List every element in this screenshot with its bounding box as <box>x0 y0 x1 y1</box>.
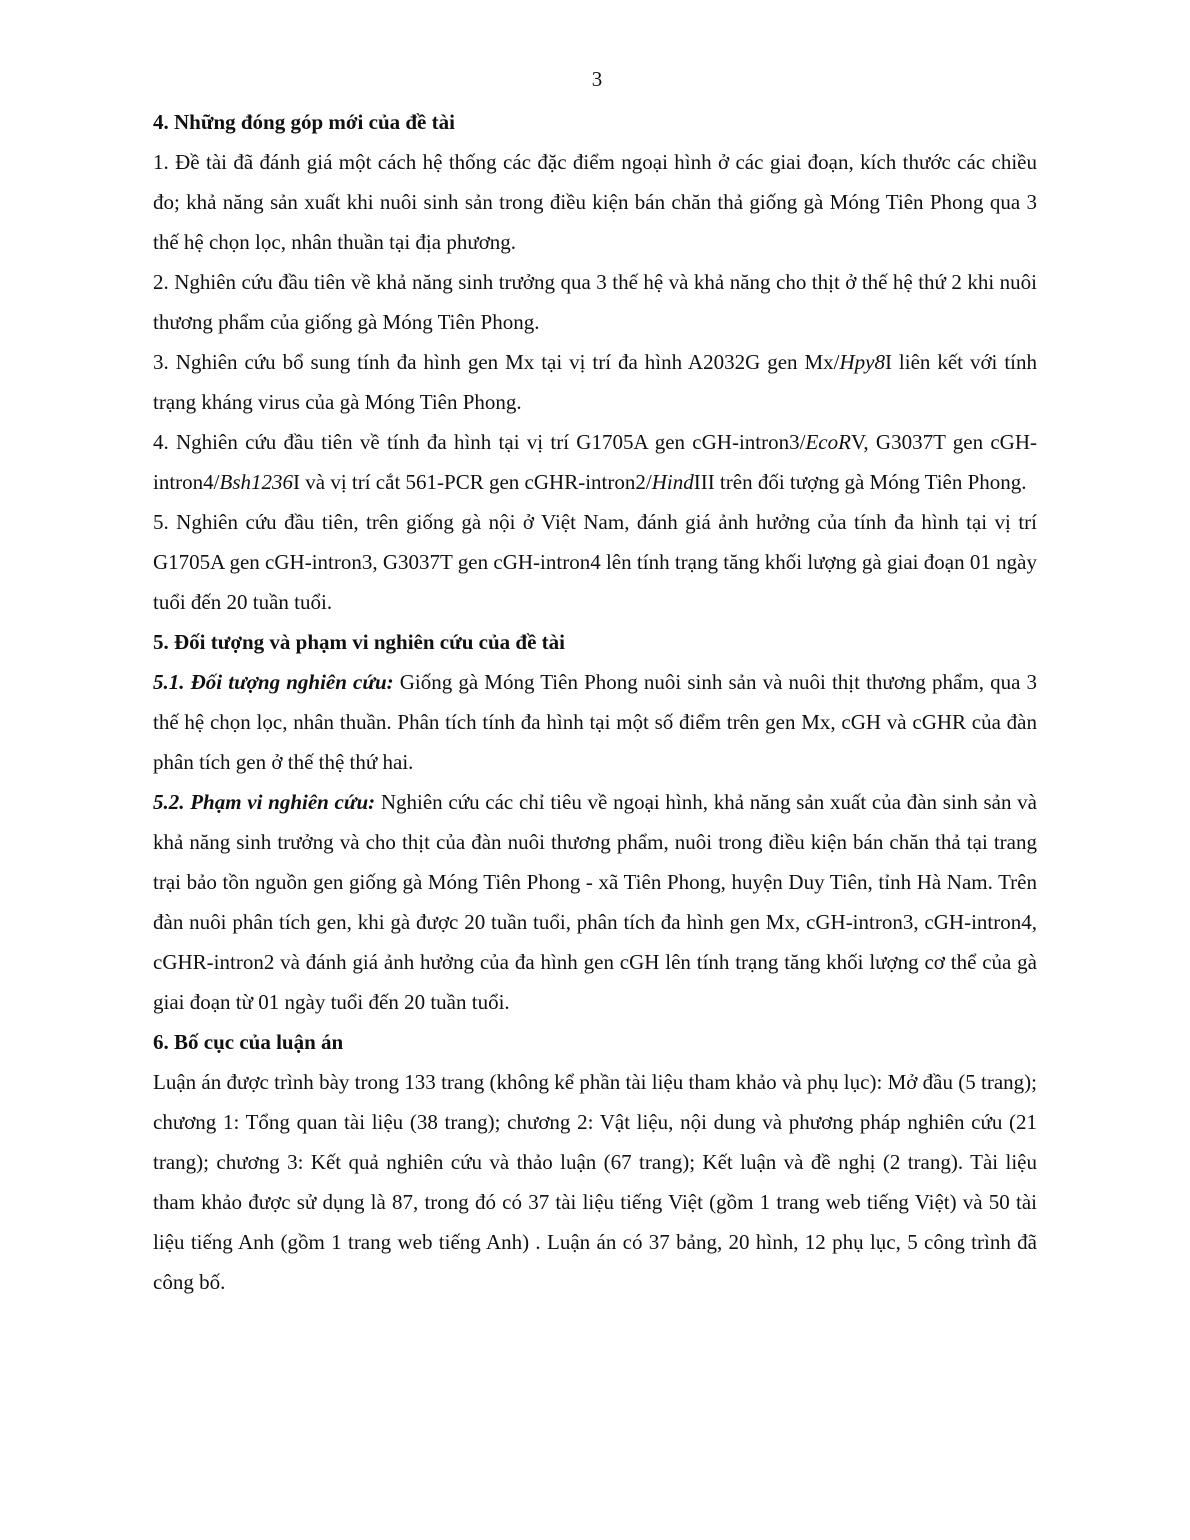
page-number: 3 <box>591 67 603 91</box>
structure-paragraph: Luận án được trình bày trong 133 trang (không kể phần tài liệu tham khảo và phụ lục): Mở đầu (5 trang); chương 1: Tổng quan tài liệu (38 trang); chương 2: Vật liệu, nội dung và phương pháp nghiên cứu (21 trang); chương 3: Kết quả nghiên cứu và thảo luận (67 trang); Kết luận và đề nghị (2 trang). Tài liệu tham khảo được sử dụng là 87, trong đó có 37 tài liệu tiếng Việt (gồm 1 trang web tiếng Việt) và 50 tài liệu tiếng Anh (gồm 1 trang web tiếng Anh) . Luận án có 37 bảng, 20 hình, 12 phụ lục, 5 công trình đã công bố. <box>153 1070 1037 1294</box>
contribution-item-3-text-a: 3. Nghiên cứu bổ sung tính đa hình gen Mx tại vị trí đa hình A2032G gen Mx/ <box>153 350 840 374</box>
contribution-item-2: 2. Nghiên cứu đầu tiên về khả năng sinh trưởng qua 3 thế hệ và khả năng cho thịt ở thế hệ thứ 2 khi nuôi thương phẩm của giống gà Móng Tiên Phong. <box>153 270 1037 334</box>
scope-item-subjects <box>153 662 1037 782</box>
contribution-item-1: 1. Đề tài đã đánh giá một cách hệ thống các đặc điểm ngoại hình ở các giai đoạn, kích thước các chiều đo; khả năng sản xuất khi nuôi sinh sản trong điều kiện bán chăn thả giống gà Móng Tiên Phong qua 3 thế hệ chọn lọc, nhân thuần tại địa phương. <box>153 150 1037 254</box>
contribution-item-4-enzyme-3: Hind <box>651 470 694 494</box>
contribution-item-4-enzyme-1: EcoR <box>805 430 851 454</box>
contribution-item-4-text-b: V, G3037T gen cGH-intron4/ <box>153 430 1037 494</box>
contribution-item-3 <box>153 342 1037 422</box>
contribution-item-4 <box>153 422 1037 502</box>
contribution-item-4-text-d: III trên đối tượng gà Móng Tiên Phong. <box>693 470 1027 494</box>
contribution-item-3-enzyme: Hpy8 <box>839 350 885 374</box>
scope-item-range-label: 5.2. Phạm vi nghiên cứu: <box>153 790 376 814</box>
section-heading-contributions: 4. Những đóng góp mới của đề tài <box>153 110 455 134</box>
contribution-item-4-text-a: 4. Nghiên cứu đầu tiên về tính đa hình tại vị trí G1705A gen cGH-intron3/ <box>153 430 806 454</box>
section-heading-structure: 6. Bố cục của luận án <box>153 1030 344 1054</box>
scope-item-subjects-label: 5.1. Đối tượng nghiên cứu: <box>153 670 394 694</box>
contribution-item-3-text-b: I liên kết với tính trạng kháng virus của gà Móng Tiên Phong. <box>153 350 1037 414</box>
contribution-item-4-text-c: I và vị trí cắt 561-PCR gen cGHR-intron2/ <box>293 470 652 494</box>
contribution-item-5: 5. Nghiên cứu đầu tiên, trên giống gà nội ở Việt Nam, đánh giá ảnh hưởng của tính đa hình tại vị trí G1705A gen cGH-intron3, G3037T gen cGH-intron4 lên tính trạng tăng khối lượng gà giai đoạn 01 ngày tuổi đến 20 tuần tuổi. <box>153 510 1037 614</box>
scope-item-range-text: Nghiên cứu các chỉ tiêu về ngoại hình, khả năng sản xuất của đàn sinh sản và khả năng sinh trưởng và cho thịt của đàn nuôi thương phẩm, nuôi trong điều kiện bán chăn thả tại trang trại bảo tồn nguồn gen giống gà Móng Tiên Phong - xã Tiên Phong, huyện Duy Tiên, tỉnh Hà Nam. Trên đàn nuôi phân tích gen, khi gà được 20 tuần tuổi, phân tích đa hình gen Mx, cGH-intron3, cGH-intron4, cGHR-intron2 và đánh giá ảnh hưởng của đa hình gen cGH lên tính trạng tăng khối lượng cơ thể của gà giai đoạn từ 01 ngày tuổi đến 20 tuần tuổi. <box>153 790 1038 1014</box>
scope-item-subjects-text: Giống gà Móng Tiên Phong nuôi sinh sản và nuôi thịt thương phẩm, qua 3 thế hệ chọn lọc, nhân thuần. Phân tích tính đa hình tại một số điểm trên gen Mx, cGH và cGHR của đàn phân tích gen ở thế thệ thứ hai. <box>153 670 1038 774</box>
contribution-item-4-enzyme-2: Bsh1236 <box>219 470 293 494</box>
scope-item-range <box>153 782 1037 1022</box>
document-page <box>153 64 1037 1302</box>
section-heading-scope: 5. Đối tượng và phạm vi nghiên cứu của đề tài <box>153 630 565 654</box>
